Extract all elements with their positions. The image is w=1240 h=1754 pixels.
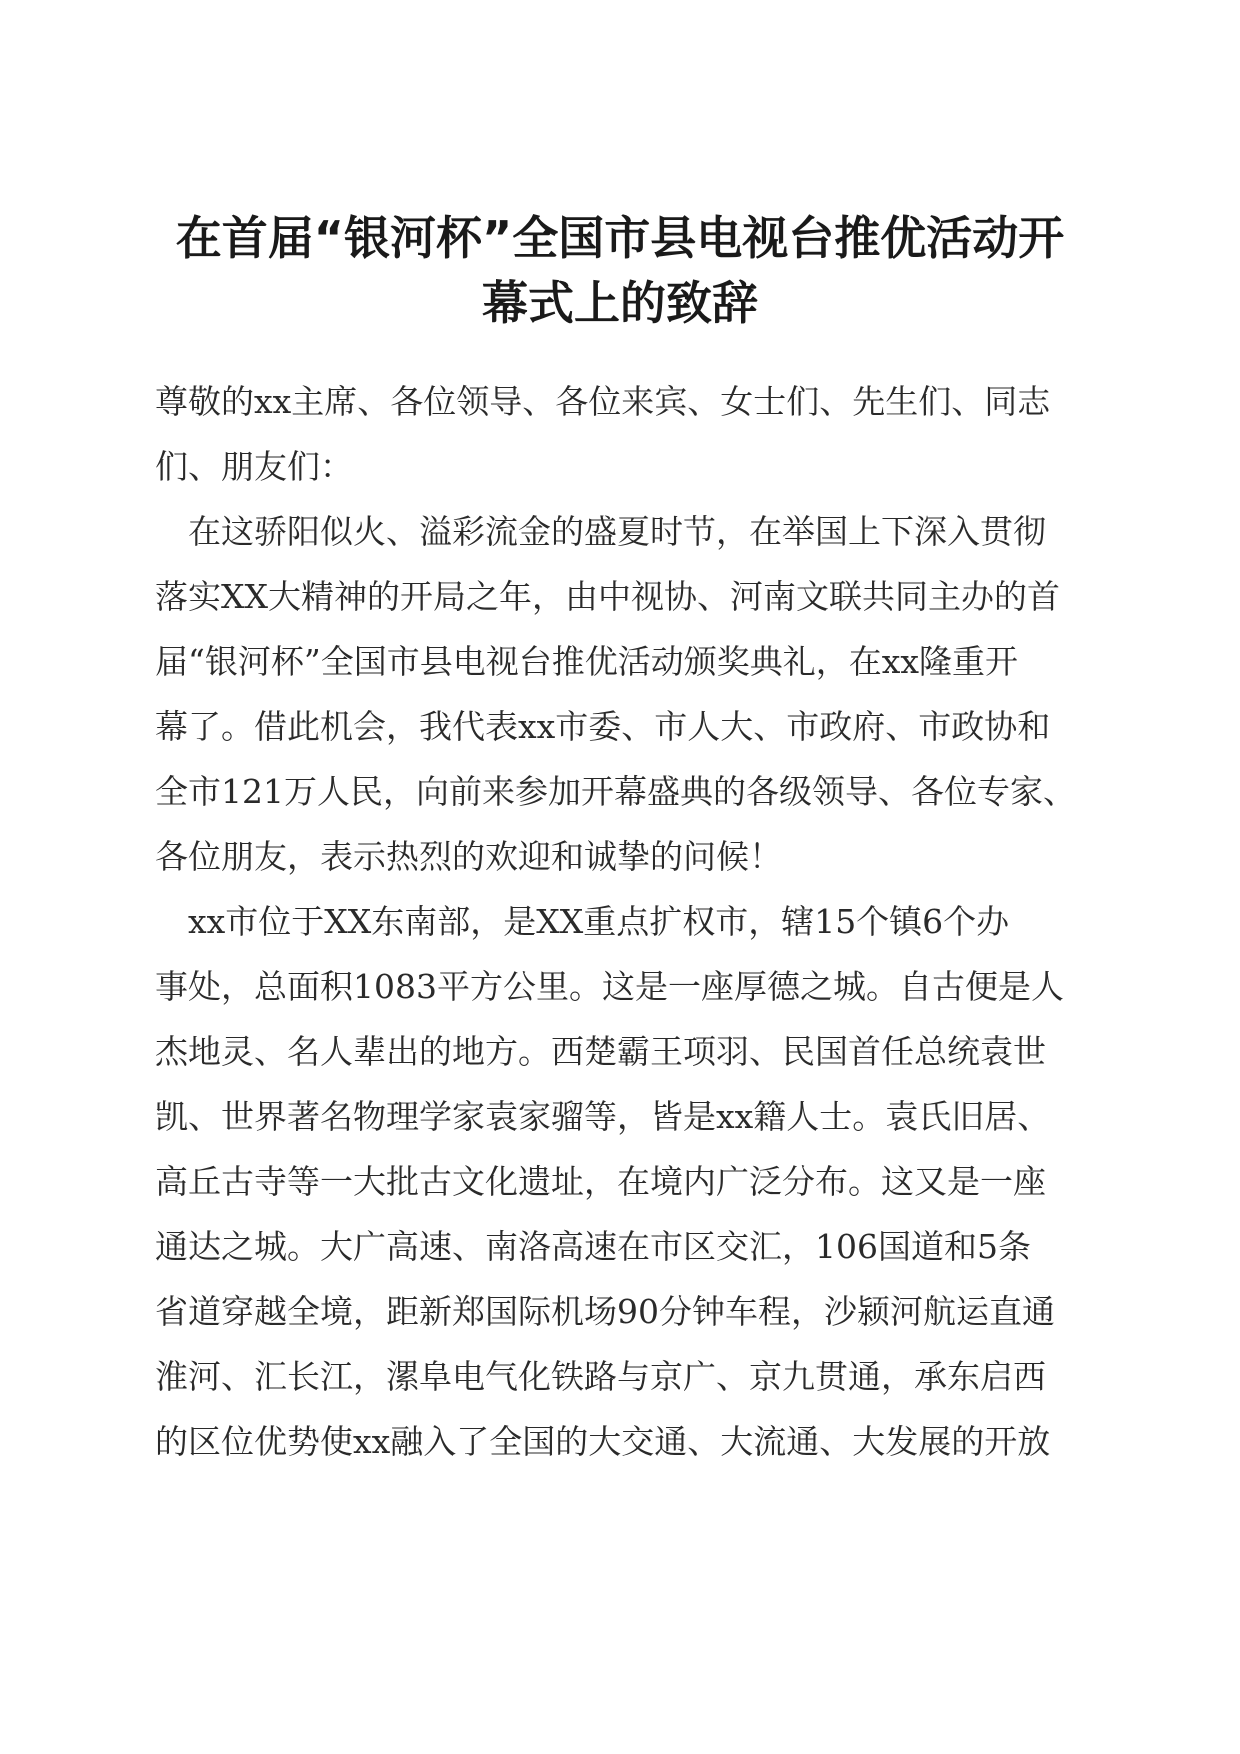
body-line: 事处，总面积1083平方公里。这是一座厚德之城。自古便是人 xyxy=(155,967,1064,1006)
body-line: 的区位优势使xx融入了全国的大交通、大流通、大发展的开放 xyxy=(155,1422,1051,1461)
body-line: 幕了。借此机会，我代表xx市委、市人大、市政府、市政协和 xyxy=(155,707,1051,746)
body-line: 们、朋友们： xyxy=(155,447,353,486)
title-line-1: 在首届“银河杯”全国市县电视台推优活动开 xyxy=(175,211,1065,265)
body-line: 省道穿越全境，距新郑国际机场90分钟车程，沙颍河航运直通 xyxy=(155,1292,1055,1331)
body-line: 落实XX大精神的开局之年，由中视协、河南文联共同主办的首 xyxy=(155,577,1060,616)
body-line: xx市位于XX东南部，是XX重点扩权市，辖15个镇6个办 xyxy=(188,902,1010,941)
body-line: 凯、世界著名物理学家袁家骝等，皆是xx籍人士。袁氏旧居、 xyxy=(155,1097,1051,1136)
body-line: 淮河、汇长江，漯阜电气化铁路与京广、京九贯通，承东启西 xyxy=(155,1357,1046,1396)
body-line: 通达之城。大广高速、南洛高速在市区交汇，106国道和5条 xyxy=(155,1227,1031,1266)
body-line: 届“银河杯”全国市县电视台推优活动颁奖典礼，在xx隆重开 xyxy=(155,642,1018,681)
body-line: 尊敬的xx主席、各位领导、各位来宾、女士们、先生们、同志 xyxy=(155,382,1051,421)
body-line: 在这骄阳似火、溢彩流金的盛夏时节，在举国上下深入贯彻 xyxy=(188,512,1046,551)
body-line: 高丘古寺等一大批古文化遗址，在境内广泛分布。这又是一座 xyxy=(155,1162,1046,1201)
body-line: 全市121万人民，向前来参加开幕盛典的各级领导、各位专家、 xyxy=(155,772,1076,811)
body-line: 杰地灵、名人辈出的地方。西楚霸王项羽、民国首任总统袁世 xyxy=(155,1032,1046,1071)
title-line-2: 幕式上的致辞 xyxy=(482,276,758,330)
body-line: 各位朋友，表示热烈的欢迎和诚挚的问候！ xyxy=(155,837,782,876)
document-title xyxy=(150,206,1090,336)
